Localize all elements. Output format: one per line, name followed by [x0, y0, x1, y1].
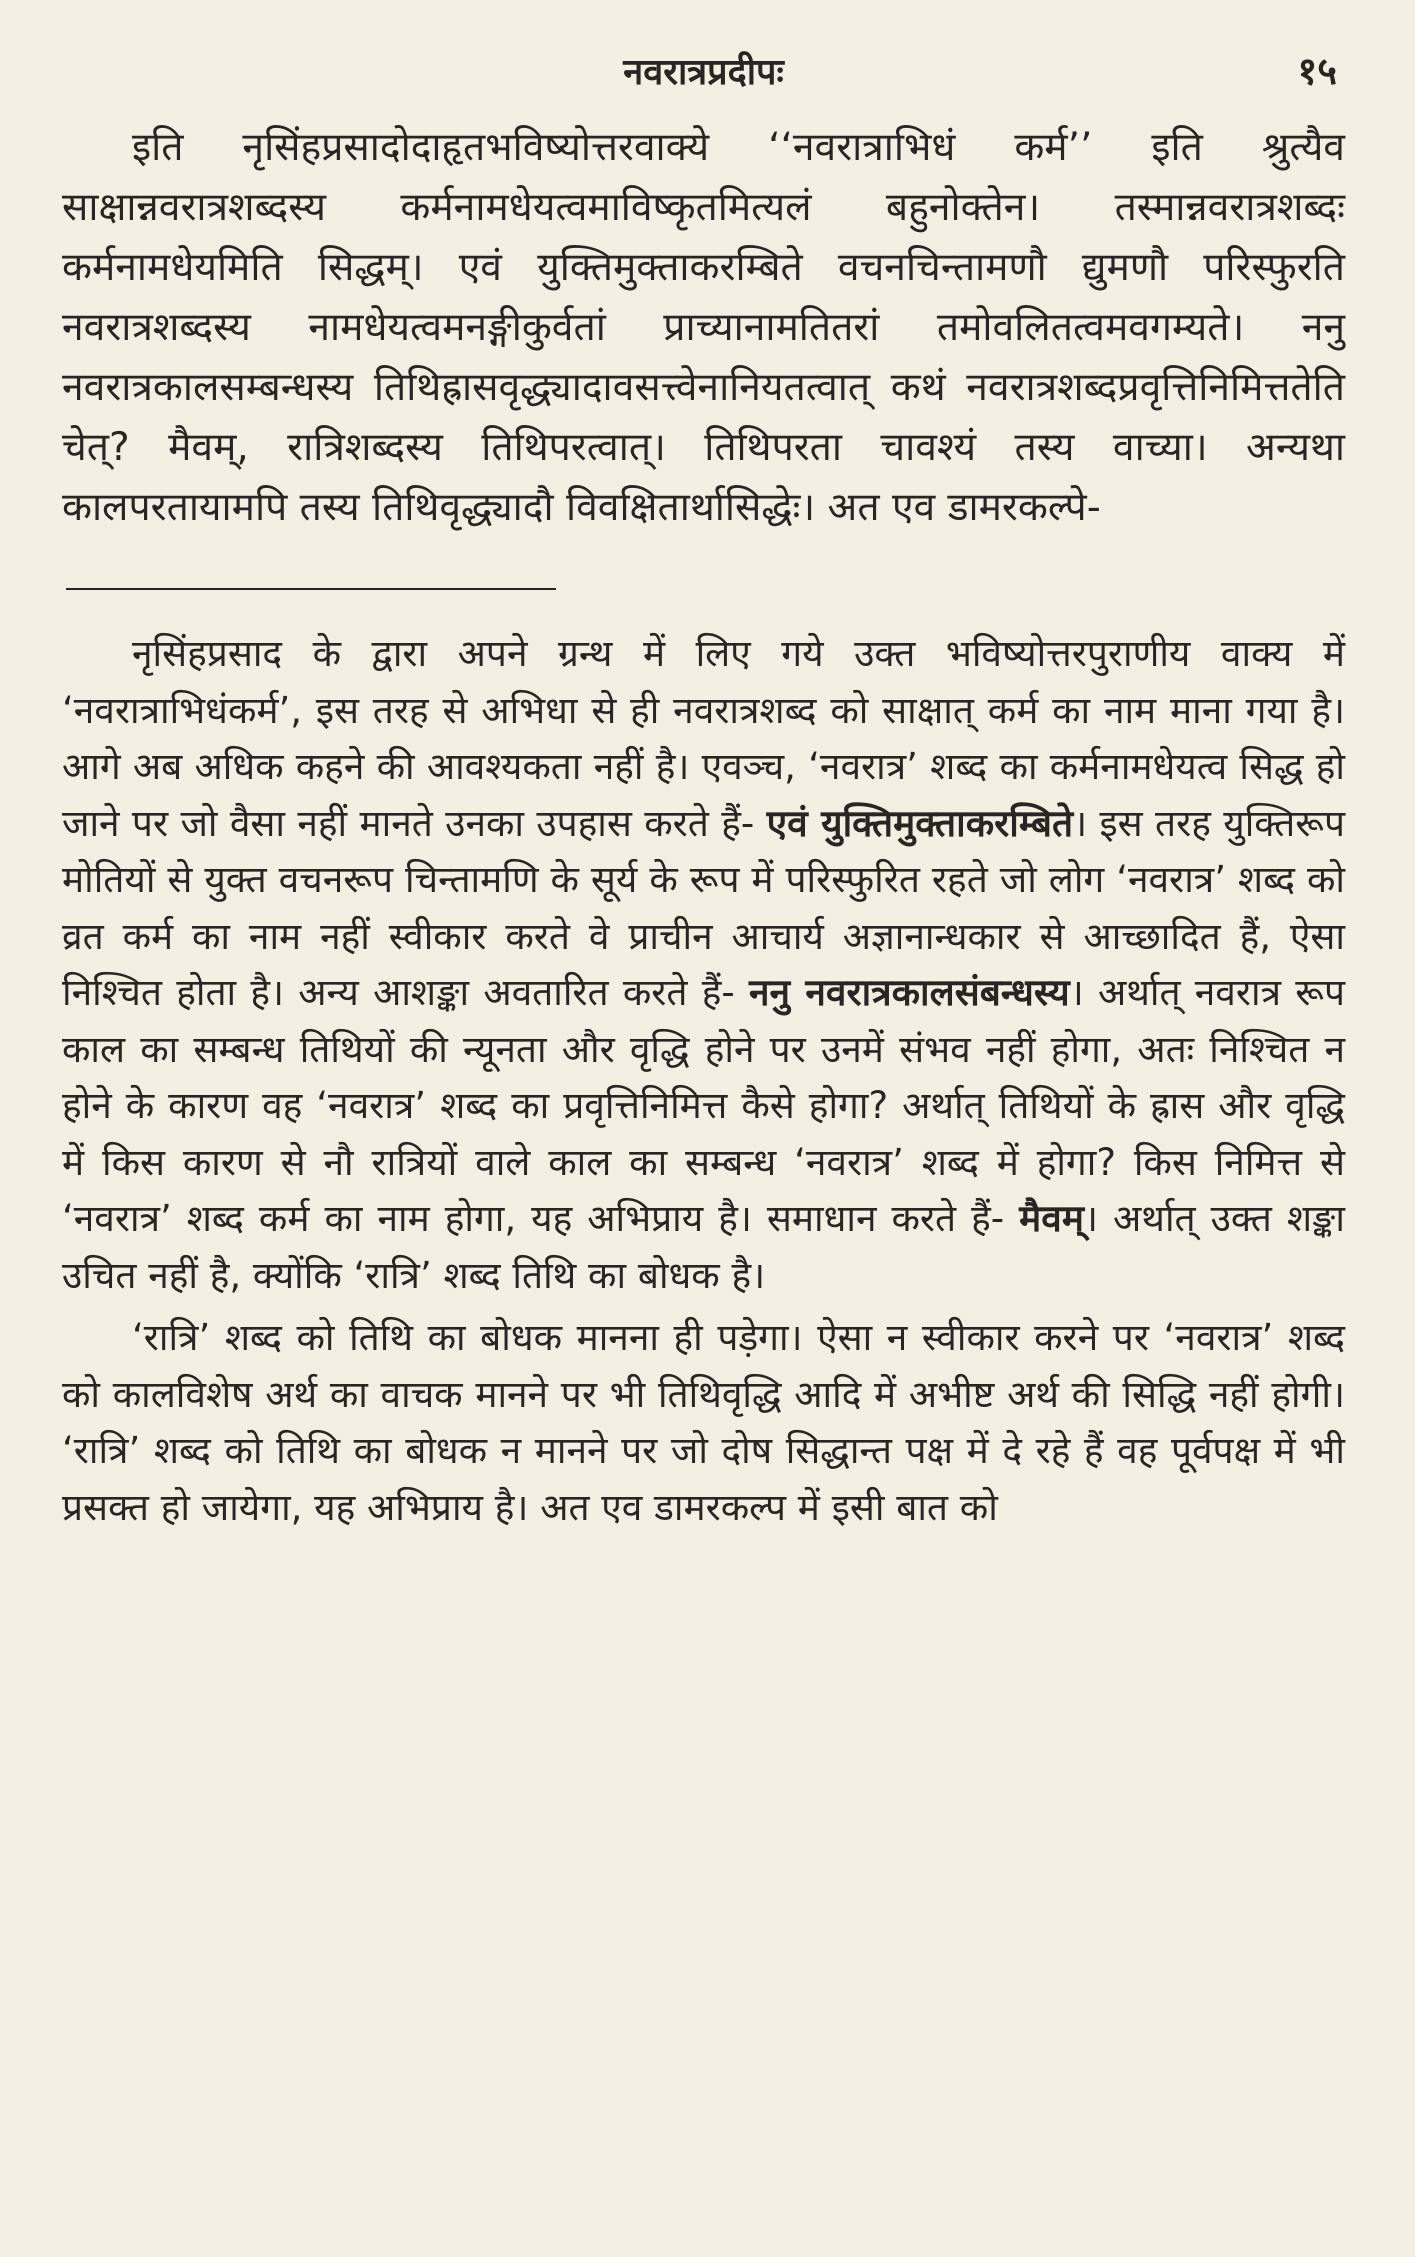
commentary-text: । अर्थात् उक्त शङ्का उचित नहीं है, क्योंकि ‘रात्रि’ शब्द तिथि का बोधक है।	[62, 1197, 1345, 1297]
hindi-paragraph-2: ‘रात्रि’ शब्द को तिथि का बोधक मानना ही पड़ेगा। ऐसा न स्वीकार करने पर ‘नवरात्र’ शब्द को कालविशेष अर्थ का वाचक मानने पर भी तिथिवृद्धि आदि में अभीष्ट अर्थ की सिद्धि नहीं होगी। ‘रात्रि’ शब्द को तिथि का बोधक न मानने पर जो दोष सिद्धान्त पक्ष में दे रहे हैं वह पूर्वपक्ष में भी प्रसक्त हो जायेगा, यह अभिप्राय है। अत एव डामरकल्प में इसी बात को	[62, 1316, 1345, 1529]
commentary-text: नृसिंहप्रसाद के द्वारा अपने ग्रन्थ में लिए गये उक्त भविष्योत्तरपुराणीय वाक्य में ‘नवरात्राभिधंकर्म’, इस तरह से अभिधा से ही नवरात्रशब्द को साक्षात् कर्म का नाम माना गया है। आगे अब अधिक कहने की आवश्यकता नहीं है। एवञ्च, ‘नवरात्र’ शब्द का कर्मनामधेयत्व सिद्ध हो जाने पर जो वैसा नहीं मानते उनका उपहास करते हैं-	[62, 632, 1345, 845]
quoted-keyword: मैवम्	[1019, 1197, 1084, 1240]
hindi-paragraph-1	[62, 626, 1345, 1304]
sanskrit-text-block	[62, 118, 1345, 538]
hindi-commentary-block	[62, 626, 1345, 1536]
page-number: १५	[1297, 49, 1337, 93]
sanskrit-paragraph: इति नृसिंहप्रसादोदाहृतभविष्योत्तरवाक्ये ‘‘नवरात्राभिधं कर्म’’ इति श्रुत्यैव साक्षान्नवरात्रशब्दस्य कर्मनामधेयत्वमाविष्कृतमित्यलं बहुनोक्तेन। तस्मान्नवरात्रशब्दः कर्मनामधेयमिति सिद्धम्। एवं युक्तिमुक्ताकरम्बिते वचनचिन्तामणौ द्युमणौ परिस्फुरति नवरात्रशब्दस्य नामधेयत्वमनङ्गीकुर्वतां प्राच्यानामतितरां तमोवलितत्वमवगम्यते। ननु नवरात्रकालसम्बन्धस्य तिथिह्रासवृद्ध्यादावसत्त्वेनानियतत्वात् कथं नवरात्रशब्दप्रवृत्तिनिमित्ततेति चेत्? मैवम्, रात्रिशब्दस्य तिथिपरत्वात्। तिथिपरता चावश्यं तस्य वाच्या। अन्यथा कालपरतायामपि तस्य तिथिवृद्ध्यादौ विवक्षितार्थासिद्धेः। अत एव डामरकल्पे-	[62, 125, 1345, 530]
quoted-keyword: ननु नवरात्रकालसंबन्धस्य	[748, 971, 1070, 1014]
separator-rule	[66, 588, 556, 590]
commentary-text: । अर्थात् नवरात्र रूप काल का सम्बन्ध तिथियों की न्यूनता और वृद्धि होने पर उनमें संभव नहीं होगा, अतः निश्चित न होने के कारण वह ‘नवरात्र’ शब्द का प्रवृत्तिनिमित्त कैसे होगा? अर्थात् तिथियों के ह्रास और वृद्धि में किस कारण से नौ रात्रियों वाले काल का सम्बन्ध ‘नवरात्र’ शब्द में होगा? किस निमित्त से ‘नवरात्र’ शब्द कर्म का नाम होगा, यह अभिप्राय है। समाधान करते हैं-	[62, 971, 1346, 1240]
commentary-text: । इस तरह युक्तिरूप मोतियों से युक्त वचनरूप चिन्तामणि के सूर्य के रूप में परिस्फुरित रहते जो लोग ‘नवरात्र’ शब्द को व्रत कर्म का नाम नहीं स्वीकार करते वे प्राचीन आचार्य अज्ञानान्धकार से आच्छादित हैं, ऐसा निश्चित होता है। अन्य आशङ्का अवतारित करते हैं-	[62, 801, 1345, 1014]
running-head: नवरात्रप्रदीपः	[623, 52, 784, 93]
page-header	[62, 40, 1345, 110]
quoted-keyword: एवं युक्तिमुक्ताकरम्बिते	[766, 801, 1074, 845]
